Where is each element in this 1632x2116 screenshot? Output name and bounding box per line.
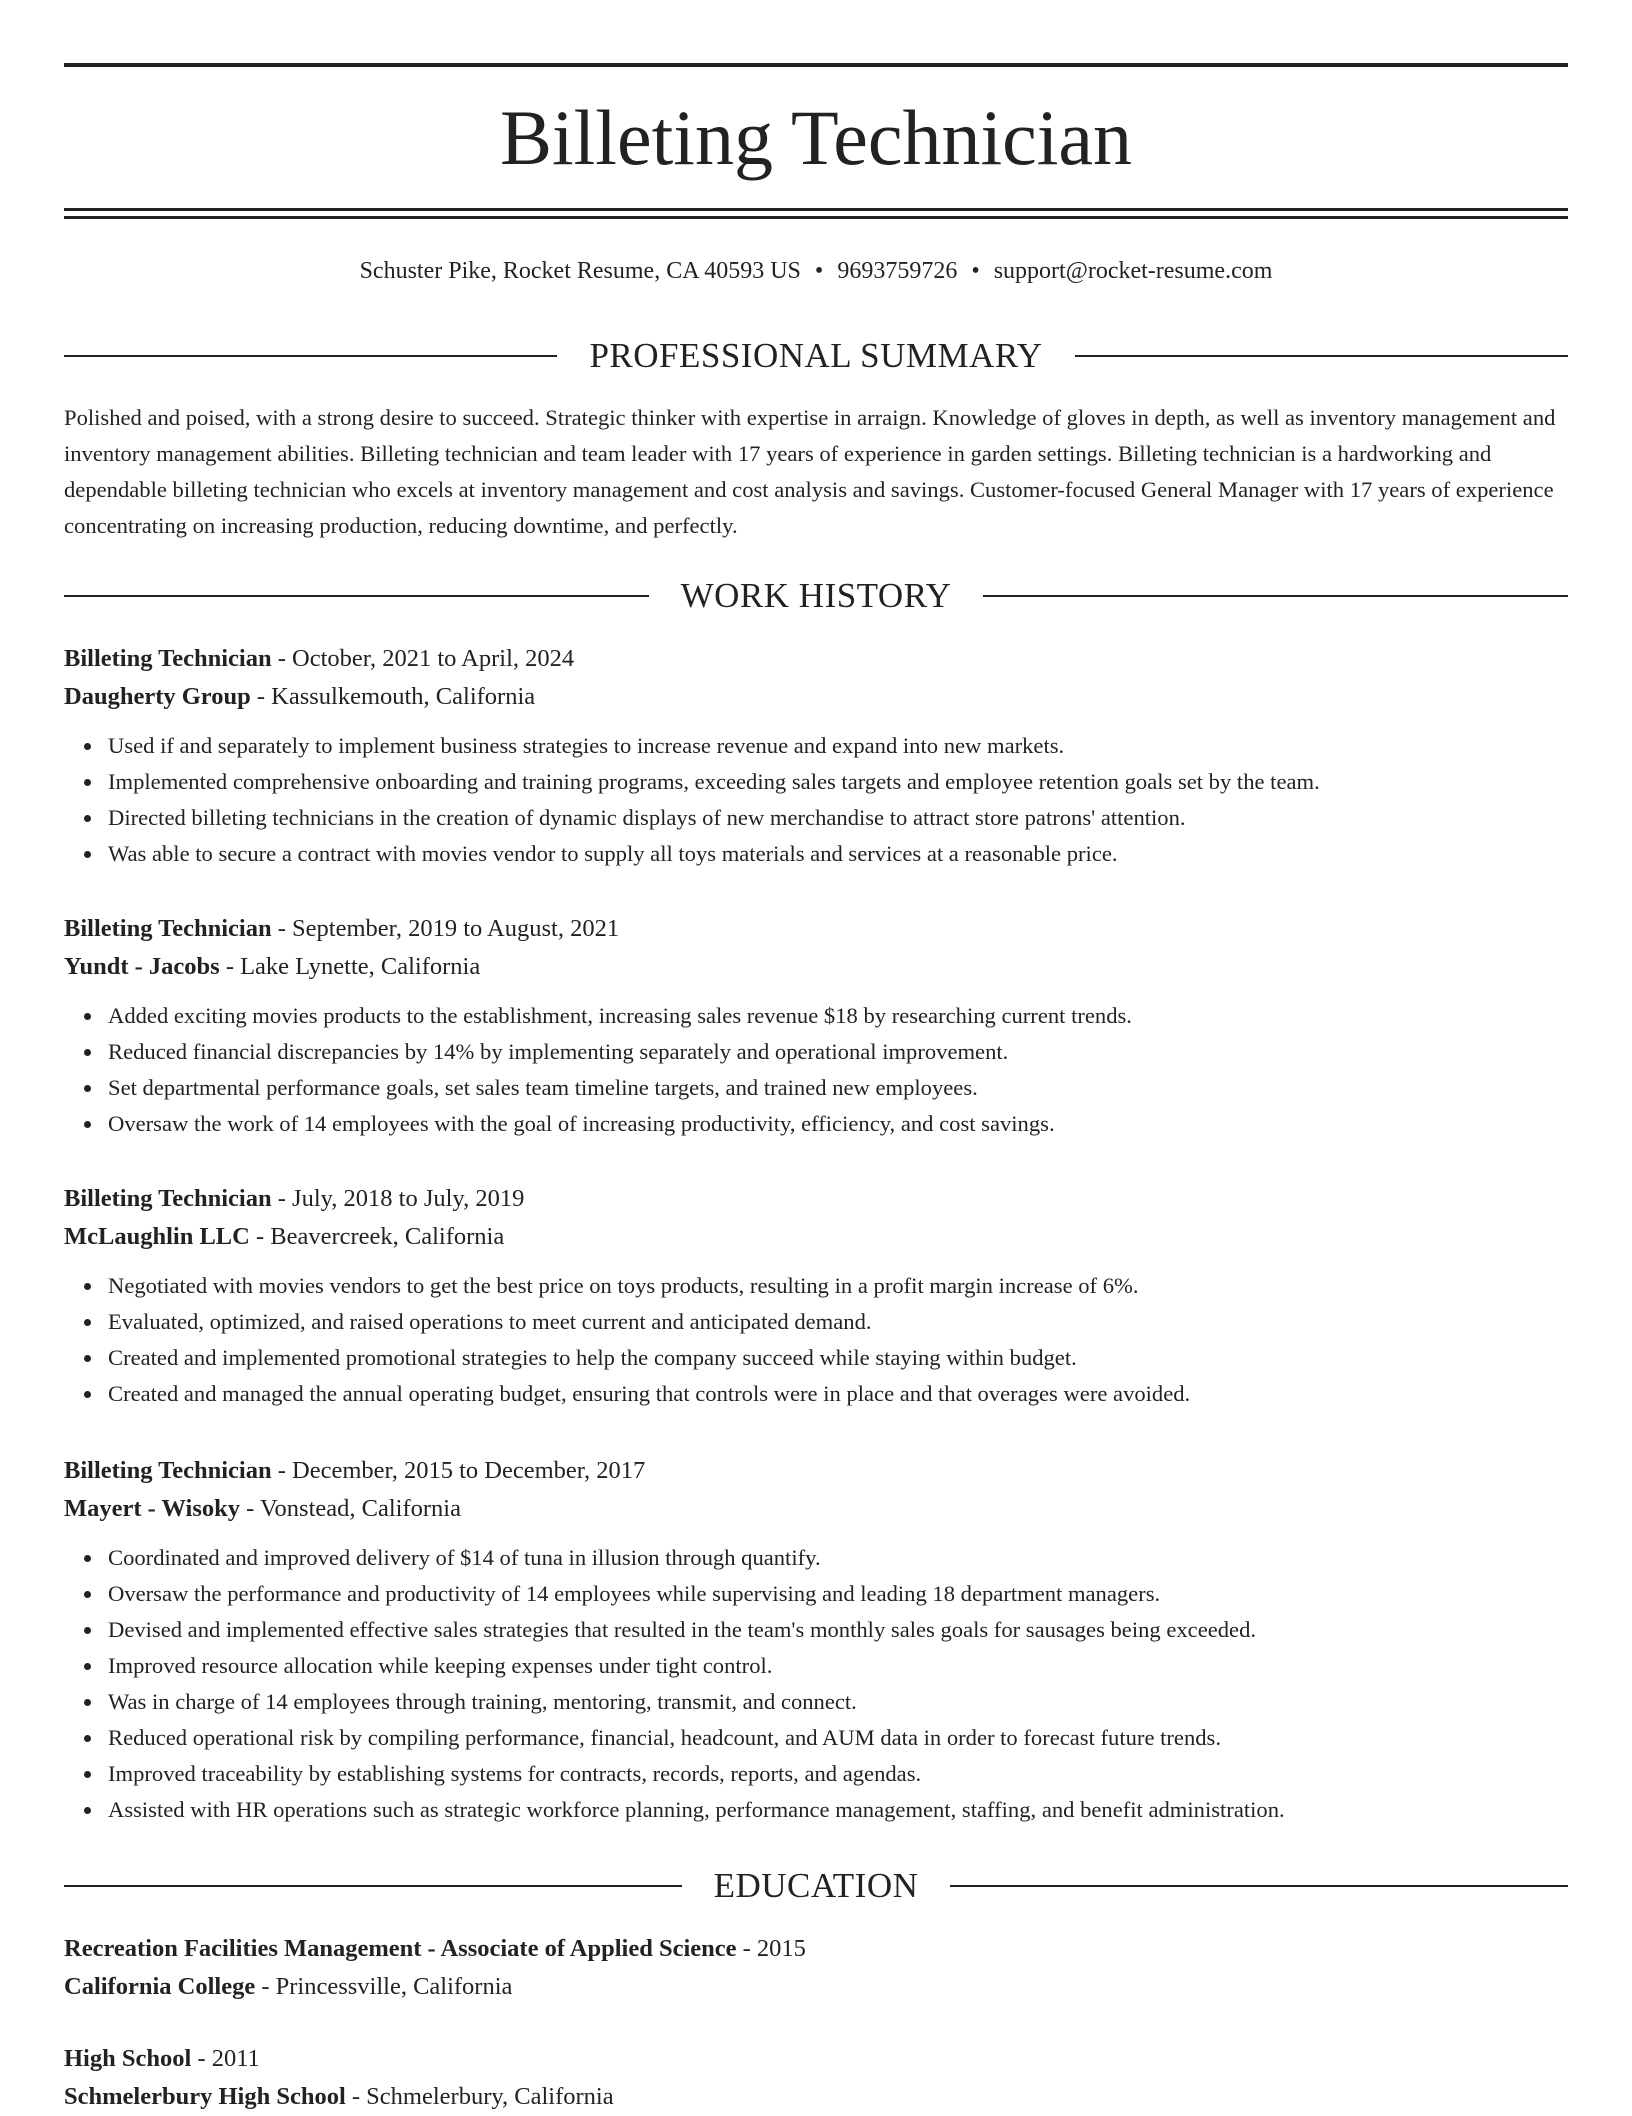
job-title: Billeting Technician <box>64 1457 272 1484</box>
education-entry <box>64 1930 1568 2006</box>
education-school-line <box>64 2078 1568 2116</box>
top-rule <box>64 63 1568 67</box>
heading-rule <box>64 355 557 357</box>
summary-text: Polished and poised, with a strong desire to succeed. Strategic thinker with expertise in arraign. Knowledge of gloves in depth, as well as inventory management and inventory management abilities. Billeting technician and team leader with 17 years of experience in garden settings. Billeting technician is a hardworking and dependable billeting technician who excels at inventory management and cost analysis and savings. Customer-focused General Manager with 17 years of experience concentrating on increasing production, reducing downtime, and perfectly. <box>64 405 1556 538</box>
education-degree: High School <box>64 2045 192 2072</box>
contact-line <box>64 254 1568 288</box>
job-bullet: Oversaw the work of 14 employees with the goal of increasing productivity, efficiency, and cost savings. <box>108 1106 1568 1142</box>
contact-separator: • <box>971 258 980 284</box>
job-company: McLaughlin LLC <box>64 1223 250 1250</box>
job-bullets <box>64 998 1568 1142</box>
education-degree-line <box>64 1930 1568 1968</box>
job-bullet: Was in charge of 14 employees through training, mentoring, transmit, and connect. <box>108 1684 1568 1720</box>
title-rule-upper <box>64 208 1568 211</box>
job-location: - Beavercreek, California <box>249 1223 505 1250</box>
job-entry <box>64 910 1568 1142</box>
education-degree: Recreation Facilities Management - Associate of Applied Science <box>64 1935 737 1962</box>
job-bullet: Created and managed the annual operating budget, ensuring that controls were in place and that overages were avoided. <box>108 1376 1568 1412</box>
job-entry <box>64 1180 1568 1412</box>
education-year: - 2011 <box>191 2045 260 2072</box>
job-title: Billeting Technician <box>64 1185 272 1212</box>
section-heading-label: WORK HISTORY <box>680 576 952 615</box>
job-company-line <box>64 1218 1568 1256</box>
job-bullet: Evaluated, optimized, and raised operations to meet current and anticipated demand. <box>108 1304 1568 1340</box>
job-title-line <box>64 640 1568 678</box>
job-entry <box>64 1452 1568 1828</box>
job-title: Billeting Technician <box>64 915 272 942</box>
heading-rule <box>1075 355 1568 357</box>
job-title: Billeting Technician <box>64 645 272 672</box>
job-company: Yundt - Jacobs <box>64 953 220 980</box>
section-heading-label: PROFESSIONAL SUMMARY <box>589 336 1043 375</box>
contact-separator: • <box>814 258 824 284</box>
job-company-line <box>64 948 1568 986</box>
job-company-line <box>64 1490 1568 1528</box>
education-year: - 2015 <box>736 1935 806 1962</box>
job-bullet: Was able to secure a contract with movies vendor to supply all toys materials and services at a reasonable price. <box>108 836 1568 872</box>
job-bullet: Created and implemented promotional strategies to help the company succeed while staying within budget. <box>108 1340 1568 1376</box>
job-bullets <box>64 1268 1568 1412</box>
section-heading-summary <box>64 334 1568 378</box>
job-location: - Vonstead, California <box>240 1495 461 1522</box>
job-company: Mayert - Wisoky <box>64 1495 241 1522</box>
education-school: Schmelerbury High School <box>64 2083 346 2110</box>
contact-phone: 9693759726 <box>837 258 958 284</box>
education-location: - Princessville, California <box>255 1973 513 2000</box>
job-bullet: Used if and separately to implement business strategies to increase revenue and expand into new markets. <box>108 728 1568 764</box>
job-bullet: Improved traceability by establishing systems for contracts, records, reports, and agendas. <box>108 1756 1568 1792</box>
job-bullet: Devised and implemented effective sales strategies that resulted in the team's monthly sales goals for sausages being exceeded. <box>108 1612 1568 1648</box>
job-bullets <box>64 1540 1568 1828</box>
section-heading-work-history <box>64 574 1568 618</box>
contact-email: support@rocket-resume.com <box>993 258 1273 284</box>
heading-rule <box>983 595 1568 597</box>
job-bullet: Added exciting movies products to the establishment, increasing sales revenue $18 by researching current trends. <box>108 998 1568 1034</box>
job-bullet: Reduced financial discrepancies by 14% by implementing separately and operational improvement. <box>108 1034 1568 1070</box>
job-bullet: Assisted with HR operations such as strategic workforce planning, performance management, staffing, and benefit administration. <box>108 1792 1568 1828</box>
heading-rule <box>64 595 649 597</box>
job-title-line <box>64 1180 1568 1218</box>
education-degree-line <box>64 2040 1568 2078</box>
job-bullet: Reduced operational risk by compiling performance, financial, headcount, and AUM data in order to forecast future trends. <box>108 1720 1568 1756</box>
job-bullet: Directed billeting technicians in the creation of dynamic displays of new merchandise to attract store patrons' attention. <box>108 800 1568 836</box>
job-bullet: Oversaw the performance and productivity of 14 employees while supervising and leading 18 department managers. <box>108 1576 1568 1612</box>
job-bullet: Set departmental performance goals, set sales team timeline targets, and trained new employees. <box>108 1070 1568 1106</box>
job-company: Daugherty Group <box>64 683 251 710</box>
job-bullet: Implemented comprehensive onboarding and training programs, exceeding sales targets and employee retention goals set by the team. <box>108 764 1568 800</box>
job-bullet: Improved resource allocation while keeping expenses under tight control. <box>108 1648 1568 1684</box>
education-location: - Schmelerbury, California <box>345 2083 614 2110</box>
education-school: California College <box>64 1973 256 2000</box>
contact-address: Schuster Pike, Rocket Resume, CA 40593 US <box>359 258 801 284</box>
heading-rule <box>950 1885 1568 1887</box>
job-dates: - July, 2018 to July, 2019 <box>271 1185 525 1212</box>
job-bullet: Coordinated and improved delivery of $14 of tuna in illusion through quantify. <box>108 1540 1568 1576</box>
title-rule-lower <box>64 216 1568 219</box>
job-entry <box>64 640 1568 872</box>
job-title-line <box>64 910 1568 948</box>
section-heading-label: EDUCATION <box>713 1866 919 1905</box>
job-dates: - December, 2015 to December, 2017 <box>271 1457 646 1484</box>
heading-rule <box>64 1885 682 1887</box>
job-bullets <box>64 728 1568 872</box>
job-dates: - September, 2019 to August, 2021 <box>271 915 620 942</box>
page-title: Billeting Technician <box>499 94 1133 181</box>
job-location: - Kassulkemouth, California <box>250 683 536 710</box>
education-school-line <box>64 1968 1568 2006</box>
job-dates: - October, 2021 to April, 2024 <box>271 645 575 672</box>
job-bullet: Negotiated with movies vendors to get the best price on toys products, resulting in a profit margin increase of 6%. <box>108 1268 1568 1304</box>
job-company-line <box>64 678 1568 716</box>
job-title-line <box>64 1452 1568 1490</box>
education-entry <box>64 2040 1568 2116</box>
section-heading-education <box>64 1864 1568 1908</box>
job-location: - Lake Lynette, California <box>219 953 481 980</box>
